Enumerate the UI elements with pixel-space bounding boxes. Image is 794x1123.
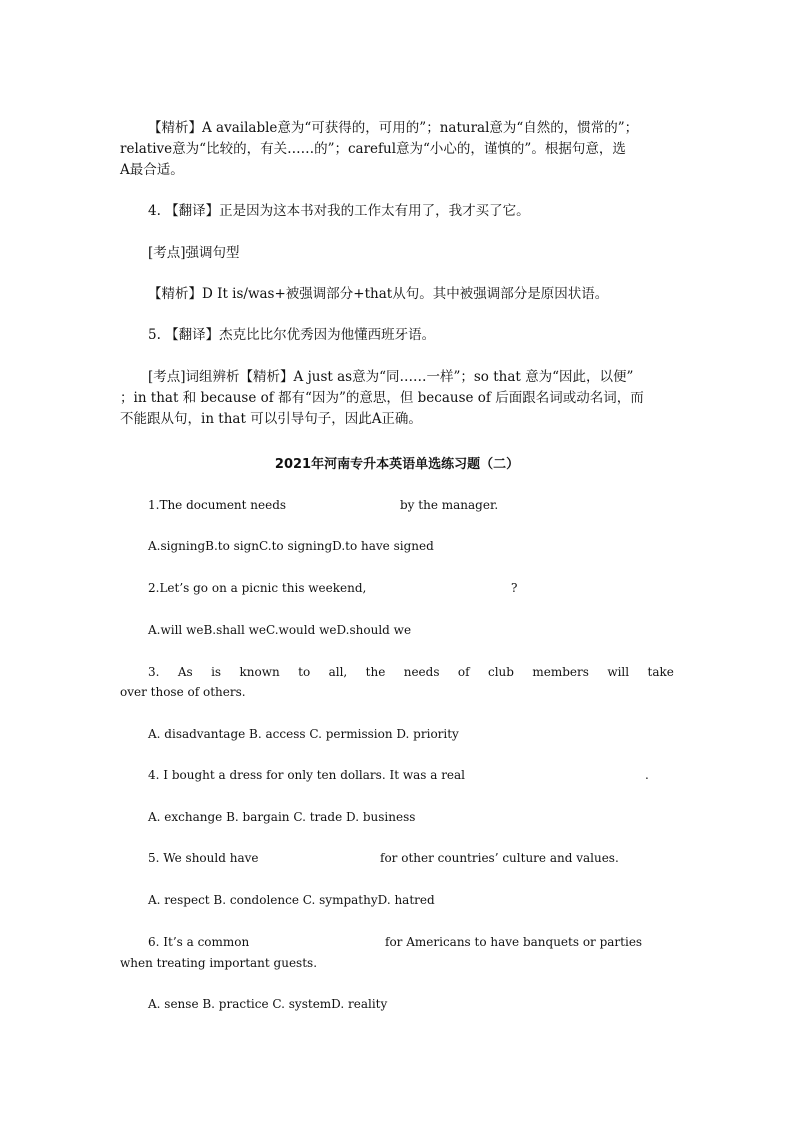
translation-line: 4. 【翻译】正是因为这本书对我的工作太有用了，我才买了它。 — [148, 203, 530, 219]
question-6-line-2: when treating important guests. — [120, 956, 318, 970]
question-3-word: members — [532, 665, 589, 679]
question-3-word: As — [177, 665, 193, 679]
question-3-word: of — [457, 665, 470, 679]
question-3-word: the — [365, 665, 386, 679]
analysis-line: 【精析】A available意为“可获得的，可用的”；natural意为“自然的，惯常的”； — [148, 120, 639, 136]
question-3-word: known — [239, 665, 280, 679]
question-3-word: to — [298, 665, 311, 679]
analysis-line: [考点]词组辨析【精析】A just as意为“同……一样”；so that 意为“因此，以便” — [148, 369, 634, 385]
question-3-word: club — [487, 665, 514, 679]
question-1-part-a: 1.The document needs — [148, 498, 287, 512]
question-4-options: A. exchange B. bargain C. trade D. business — [148, 810, 416, 824]
question-6-part-b: for Americans to have banquets or parties — [385, 935, 643, 949]
question-3-word: take — [647, 665, 674, 679]
question-4-part-b: . — [645, 768, 649, 782]
question-2-part-b: ? — [511, 581, 518, 595]
question-3-word: all, — [328, 665, 348, 679]
question-2-options: A.will weB.shall weC.would weD.should we — [148, 623, 412, 637]
question-5-part-b: for other countries’ culture and values. — [380, 851, 619, 865]
question-1-options: A.signingB.to signC.to signingD.to have signed — [148, 539, 434, 553]
question-4-part-a: 4. I bought a dress for only ten dollars. It was a real — [148, 768, 466, 782]
section-title: 2021年河南专升本英语单选练习题（二） — [274, 457, 520, 472]
question-3-word: will — [607, 665, 630, 679]
question-1-part-b: by the manager. — [400, 498, 499, 512]
analysis-line: 【精析】D It is/was+被强调部分+that从句。其中被强调部分是原因状语。 — [148, 286, 609, 302]
question-3-options: A. disadvantage B. access C. permission D. priority — [148, 727, 459, 741]
question-2-part-a: 2.Let’s go on a picnic this weekend, — [148, 581, 367, 595]
translation-line: 5. 【翻译】杰克比比尔优秀因为他懂西班牙语。 — [148, 327, 436, 343]
question-5-part-a: 5. We should have — [148, 851, 259, 865]
question-3-word: is — [211, 665, 222, 679]
question-6-options: A. sense B. practice C. systemD. reality — [148, 997, 388, 1011]
question-5-options: A. respect B. condolence C. sympathyD. hatred — [148, 893, 435, 907]
analysis-line: 不能跟从句，in that 可以引导句子，因此A正确。 — [120, 411, 422, 427]
question-3-word: 3. — [148, 665, 160, 679]
question-3-word: needs — [403, 665, 440, 679]
analysis-line: ；in that 和 because of 都有“因为”的意思，但 because of 后面跟名词或动名词，而 — [120, 390, 644, 406]
question-6-part-a: 6. It’s a common — [148, 935, 250, 949]
kaodian-line: [考点]强调句型 — [148, 245, 240, 261]
question-3-line-1 — [148, 665, 674, 679]
analysis-line: relative意为“比较的，有关……的”；careful意为“小心的，谨慎的”。根据句意，选 — [120, 141, 626, 157]
analysis-line: A最合适。 — [120, 162, 184, 178]
question-3-line-2: over those of others. — [120, 685, 246, 699]
